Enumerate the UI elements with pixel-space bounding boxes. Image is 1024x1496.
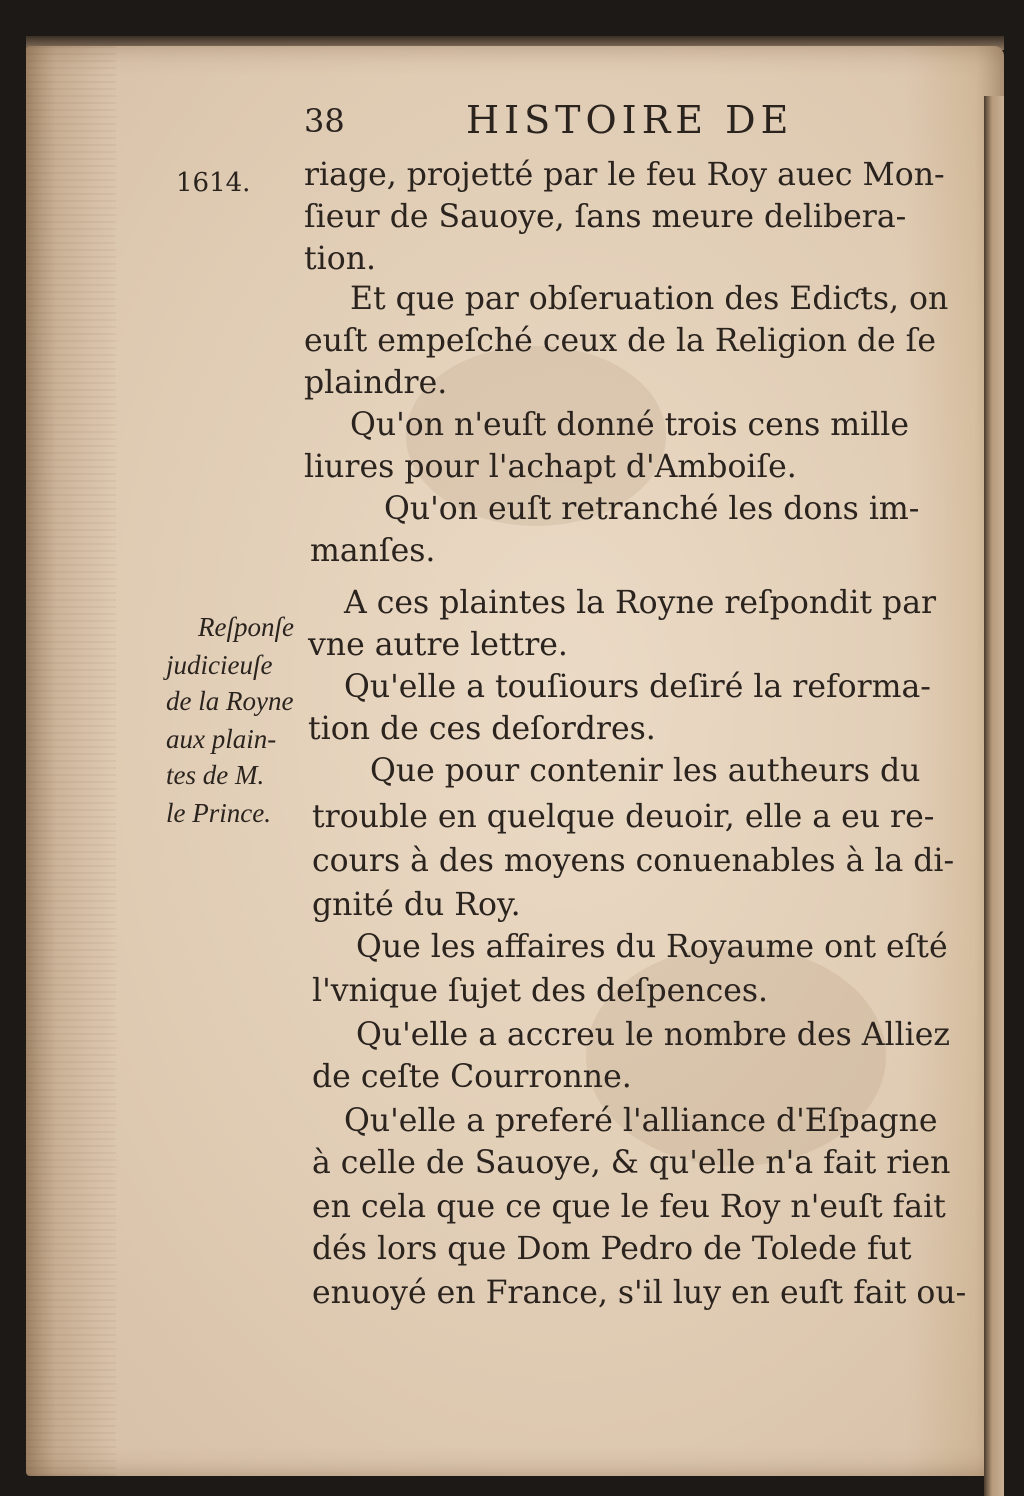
body-line: Qu'on n'euſt donné trois cens mille — [350, 407, 910, 443]
body-line: liures pour l'achapt d'Amboiſe. — [304, 449, 797, 485]
body-line: riage, projetté par le feu Roy auec Mon- — [304, 157, 945, 193]
page-number: 38 — [304, 102, 345, 140]
body-line: tion de ces deſordres. — [308, 711, 656, 747]
body-line: vne autre lettre. — [308, 627, 568, 663]
body-line: dés lors que Dom Pedro de Tolede fut — [312, 1231, 912, 1267]
body-line: l'vnique ſujet des deſpences. — [312, 973, 769, 1009]
running-title: HISTOIRE DE — [466, 98, 794, 142]
body-line: Qu'elle a preferé l'alliance d'Eſpagne — [344, 1103, 938, 1139]
margin-note-line: le Prince. — [166, 798, 271, 828]
body-line: Qu'elle a touſiours deſiré la reforma- — [344, 669, 931, 705]
body-line: plaindre. — [304, 365, 448, 401]
body-line: gnité du Roy. — [312, 887, 521, 923]
body-line: euſt empeſché ceux de la Religion de ſe — [304, 323, 936, 359]
body-line: Qu'elle a accreu le nombre des Alliez — [356, 1017, 950, 1053]
body-line: cours à des moyens conuenables à la di- — [312, 843, 955, 879]
body-line: Que pour contenir les autheurs du — [370, 753, 921, 789]
margin-note-line: de la Royne — [166, 686, 294, 716]
body-line: manſes. — [310, 533, 436, 569]
next-page-edge — [984, 96, 1004, 1496]
body-line: de ceſte Courronne. — [312, 1059, 632, 1095]
margin-note-line: judicieuſe — [166, 650, 273, 680]
body-line: enuoyé en France, s'il luy en euſt fait ou- — [312, 1275, 967, 1311]
body-line: à celle de Sauoye, & qu'elle n'a fait rien — [312, 1145, 951, 1181]
body-line: tion. — [304, 241, 376, 277]
body-line: ſieur de Sauoye, ſans meure delibera- — [304, 199, 907, 235]
margin-year: 1614. — [176, 168, 251, 198]
body-line: en cela que ce que le feu Roy n'euſt fait — [312, 1189, 946, 1225]
body-line: Que les affaires du Royaume ont eſté — [356, 929, 948, 965]
body-line: A ces plaintes la Royne reſpondit par — [344, 585, 937, 621]
margin-note-line: tes de M. — [166, 760, 265, 790]
body-line: trouble en quelque deuoir, elle a eu re- — [312, 799, 935, 835]
body-line: Et que par obſeruation des Ediƈts, on — [350, 281, 949, 317]
margin-note-line: Reſponſe — [198, 612, 294, 642]
margin-note-line: aux plain- — [166, 724, 277, 754]
page-gutter — [26, 46, 116, 1476]
body-line: Qu'on euſt retranché les dons im- — [384, 491, 920, 527]
